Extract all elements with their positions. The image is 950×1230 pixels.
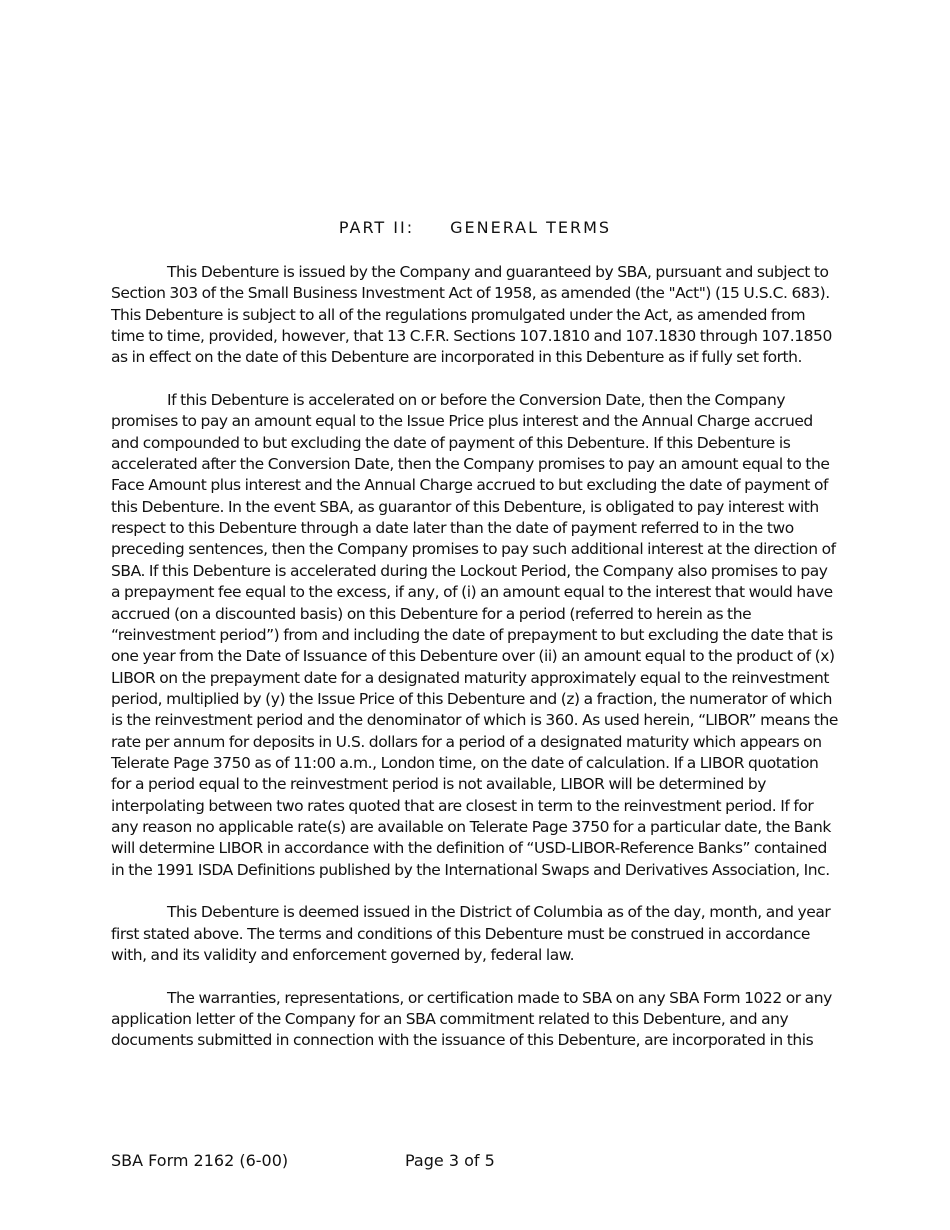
paragraph-warranties: The warranties, representations, or certification made to SBA on any SBA Form 1022 or any application letter of the Company for an SBA commitment related to this Debenture, and any documents submitted in connection with the issuance of this Debenture, are incorporated in this [111, 988, 832, 1050]
paragraph-governing-law: This Debenture is deemed issued in the District of Columbia as of the day, month, and year first stated above. The terms and conditions of this Debenture must be construed in accordance with, and its validity and enforcement governed by, federal law. [111, 903, 831, 964]
footer-page-number: Page 3 of 5 [405, 1151, 495, 1170]
document-body [111, 262, 839, 1073]
footer-form-id: SBA Form 2162 (6-00) [111, 1151, 289, 1170]
paragraph-issuance: This Debenture is issued by the Company and guaranteed by SBA, pursuant and subject to Section 303 of the Small Business Investment Act of 1958, as amended (the "Act") (15 U.S.C. 683). This Debenture is subject to all of the regulations promulgated under the Act, as amended from time to time, provided, however, that 13 C.F.R. Sections 107.1810 and 107.1830 through 107.1850 as in effect on the date of this Debenture are incorporated in this Debenture as if fully set forth. [111, 263, 832, 367]
heading-part-label: PART II: [338, 218, 415, 237]
section-heading [0, 218, 950, 237]
heading-title: GENERAL TERMS [450, 218, 612, 237]
paragraph-acceleration: If this Debenture is accelerated on or before the Conversion Date, then the Company promises to pay an amount equal to the Issue Price plus interest and the Annual Charge accrued and compounded to but excluding the date of payment of this Debenture. If this Debenture is accelerated after the Conversion Date, then the Company promises to pay an amount equal to the Face Amount plus interest and the Annual Charge accrued to but excluding the date of payment of this Debenture. In the event SBA, as guarantor of this Debenture, is obligated to pay interest with respect to this Debenture through a date later than the date of payment referred to in the two preceding sentences, then the Company promises to pay such additional interest at the direction of SBA. If this Debenture is accelerated during the Lockout Period, the Company also promises to pay a prepayment fee equal to the excess, if any, of (i) an amount equal to the interest that would have accrued (on a discounted basis) on this Debenture for a period (referred to herein as the “reinvestment period”) from and including the date of prepayment to but excluding the date that is one year from the Date of Issuance of this Debenture over (ii) an amount equal to the product of (x) LIBOR on the prepayment date for a designated maturity approximately equal to the reinvestment period, multiplied by (y) the Issue Price of this Debenture and (z) a fraction, the numerator of which is the reinvestment period and the denominator of which is 360. As used herein, “LIBOR” means the rate per annum for deposits in U.S. dollars for a period of a designated maturity which appears on Telerate Page 3750 as of 11:00 a.m., London time, on the date of calculation. If a LIBOR quotation for a period equal to the reinvestment period is not available, LIBOR will be determined by interpolating between two rates quoted that are closest in term to the reinvestment period. If for any reason no applicable rate(s) are available on Telerate Page 3750 for a particular date, the Bank will determine LIBOR in accordance with the definition of “USD-LIBOR-Reference Banks” contained in the 1991 ISDA Definitions published by the International Swaps and Derivatives Association, Inc. [111, 391, 838, 879]
